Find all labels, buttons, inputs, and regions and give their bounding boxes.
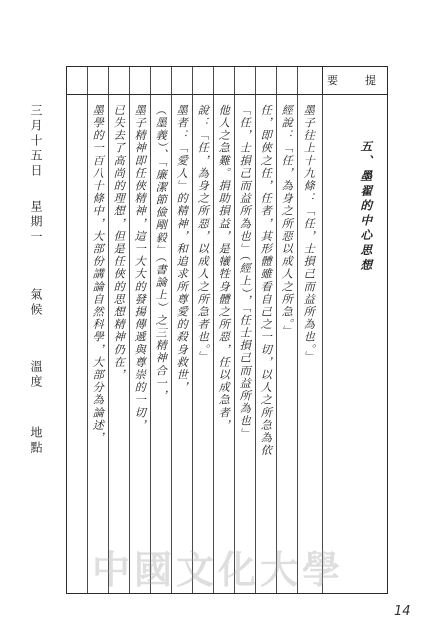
manuscript-column: 說：「任，為身之所惡，以成人之所急者也。」 xyxy=(196,104,210,363)
column-rule xyxy=(87,66,88,594)
column-rule xyxy=(192,66,193,594)
column-rule xyxy=(276,66,277,594)
weather-label: 氣候 xyxy=(29,288,43,318)
page-number: 14 xyxy=(394,604,411,619)
manuscript-column: 任，即俠之任，任者，其形體雖看自己之一切，以人之所急為依 xyxy=(259,104,273,457)
manuscript-column: 墨學的一百八十條中，大部份講論自然科學，大部分為論述， xyxy=(91,104,105,445)
temperature-label: 溫度 xyxy=(29,360,43,390)
manuscript-column: 墨子往上十九條：「任，士損己而益所為也。」 xyxy=(302,104,316,363)
manuscript-column: 他人之急難。捐助損益，是犧牲身體之所惡，任以成急者， xyxy=(217,104,231,432)
header-divider xyxy=(66,94,388,95)
column-rule xyxy=(171,66,172,594)
column-rule xyxy=(150,66,151,594)
manuscript-column: 「任，士損己而益所為也」（經上），「任士損己而益所為也」 xyxy=(238,104,252,440)
column-rule xyxy=(255,66,256,594)
weekday-label: 星期一 xyxy=(29,200,43,245)
column-rule xyxy=(108,66,109,594)
column-rule xyxy=(322,66,323,594)
column-rule xyxy=(129,66,130,594)
column-rule xyxy=(234,66,235,594)
header-label-box xyxy=(322,66,388,94)
column-rule xyxy=(297,66,298,594)
manuscript-column: 經說：「任，為身之所惡以成人之所急。」 xyxy=(280,104,294,338)
watermark: 中國文化大學 xyxy=(92,547,345,592)
column-rule xyxy=(213,66,214,594)
manuscript-column: 已失去了高尚的理想，但是任俠的思想精神仍在， xyxy=(112,104,126,382)
manuscript-column: 墨子精神即任俠精神，這一大大的發揚傳遞與尊崇的一切， xyxy=(133,104,147,432)
manuscript-title: 五、墨翟的中心思想 xyxy=(358,140,373,274)
manuscript-column: 墨者：「愛人」的精神，和追求所尊愛的殺身救世， xyxy=(175,104,189,394)
date-label: 三月十五日 xyxy=(29,104,43,179)
header-label: 要 提 xyxy=(327,74,384,87)
manuscript-column: （墨義）、「廉潔節儉剛毅」（書論上）之三精神合一， xyxy=(154,104,168,403)
location-label: 地點 xyxy=(29,426,43,456)
